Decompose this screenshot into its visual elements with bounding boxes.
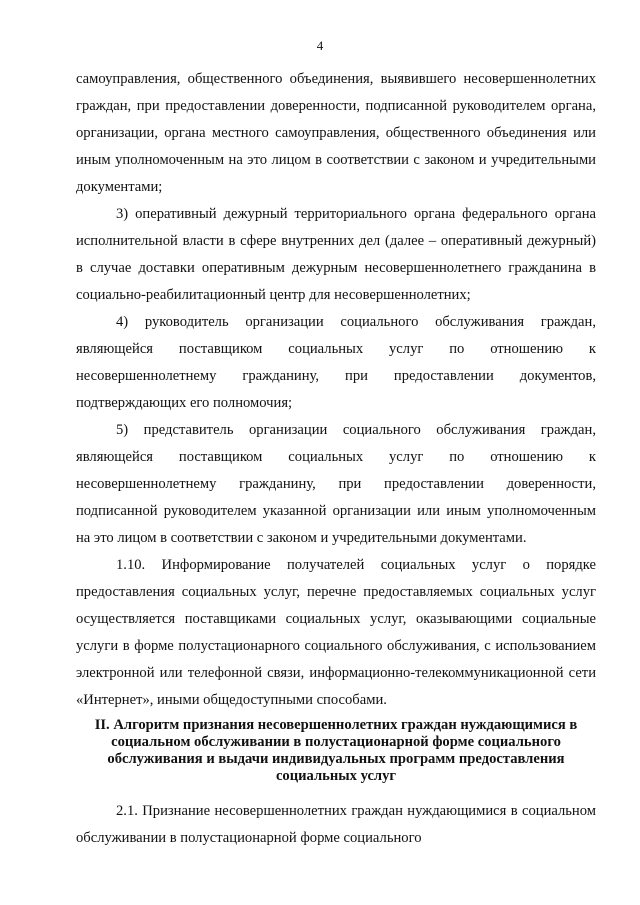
section-heading: II. Алгоритм признания несовершеннолетних граждан нуждающимися в социальном обслуживании в полустационарной форме социального обслуживания и выдачи индивидуальных программ предоставления социальных услуг bbox=[94, 717, 578, 784]
paragraph-item-4: 4) руководитель организации социального обслуживания граждан, являющейся поставщиком социальных услуг по отношению к несовершеннолетнему гражданину, при предоставлении документов, подтверждающих его полномочия; bbox=[76, 314, 596, 411]
paragraph-item-3: 3) оперативный дежурный территориального органа федерального органа исполнительной власти в сфере внутренних дел (далее – оперативный дежурный) в случае доставки оперативным дежурным несовершеннолетнего гражданина в социально-реабилитационный центр для несовершеннолетних; bbox=[76, 206, 596, 303]
paragraph-item-5: 5) представитель организации социального обслуживания граждан, являющейся поставщиком социальных услуг по отношению к несовершеннолетнему гражданину, при предоставлении доверенности, подписанной руководителем указанной организации или иным уполномоченным на это лицом в соответствии с законом и учредительными документами. bbox=[76, 422, 596, 546]
page-number: 4 bbox=[316, 38, 324, 53]
paragraph-continuation: самоуправления, общественного объединения, выявившего несовершеннолетних граждан, при предоставлении доверенности, подписанной руководителем органа, организации, органа местного самоуправления, общественного объединения или иным уполномоченным на это лицом в соответствии с законом и учредительными документами; bbox=[76, 71, 596, 195]
body-text bbox=[76, 66, 596, 714]
paragraph-2-1: 2.1. Признание несовершеннолетних граждан нуждающимися в социальном обслуживании в полустационарной форме социального bbox=[76, 803, 596, 846]
body-text-continued bbox=[76, 798, 596, 852]
paragraph-1-10: 1.10. Информирование получателей социальных услуг о порядке предоставления социальных услуг, перечне предоставляемых социальных услуг осуществляется поставщиками социальных услуг, оказывающими социальные услуги в форме полустационарного социального обслуживания, с использованием электронной или телефонной связи, информационно-телекоммуникационной сети «Интернет», иными общедоступными способами. bbox=[76, 557, 596, 708]
